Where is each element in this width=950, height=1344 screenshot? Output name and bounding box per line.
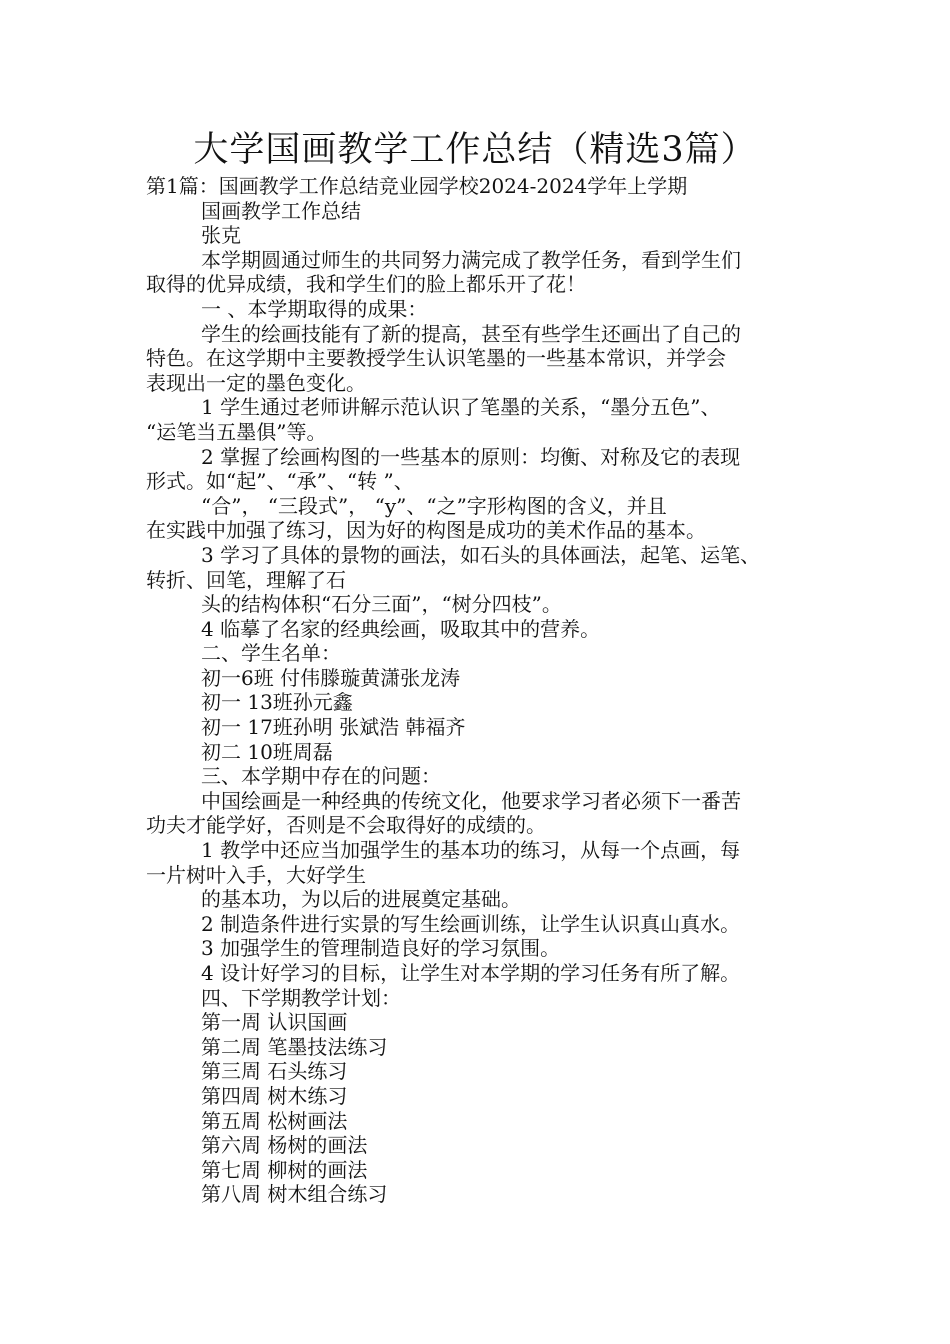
text-line: 第一周 认识国画 — [201, 1010, 348, 1035]
text-line: 头的结构体积“石分三面”，“树分四枝”。 — [201, 592, 562, 617]
text-line: “合”， “三段式”， “y”、“之”字形构图的含义，并且 — [201, 493, 667, 518]
text-line: 功夫才能学好，否则是不会取得好的成绩的。 — [146, 813, 546, 838]
text-line: 国画教学工作总结 — [201, 198, 361, 223]
text-line: 初二 10班周磊 — [201, 739, 333, 764]
text-line: 1 学生通过老师讲解示范认识了笔墨的关系，“墨分五色”、 — [201, 395, 721, 420]
text-line: 本学期圆通过师生的共同努力满完成了教学任务，看到学生们 — [201, 247, 741, 272]
text-line: 3 加强学生的管理制造良好的学习氛围。 — [201, 936, 561, 961]
text-line: 第二周 笔墨技法练习 — [201, 1034, 388, 1059]
text-line: 第1篇：国画教学工作总结竞业园学校2024-2024学年上学期 — [146, 174, 688, 198]
text-line: 形式。如“起”、“承”、“转 ”、 — [146, 469, 414, 494]
text-line: 第四周 树木练习 — [201, 1083, 348, 1108]
text-line: 第八周 树木组合练习 — [201, 1182, 388, 1207]
text-line: 第六周 杨树的画法 — [201, 1133, 368, 1158]
text-line: 3 学习了具体的景物的画法，如石头的具体画法，起笔、运笔、 — [201, 542, 761, 567]
text-line: 初一 13班孙元鑫 — [201, 690, 353, 715]
text-line: 初一6班 付伟滕璇黄潇张龙涛 — [201, 665, 461, 690]
text-line: 第五周 松树画法 — [201, 1108, 348, 1133]
text-line: 张克 — [201, 223, 241, 248]
document-title: 大学国画教学工作总结（精选3篇） — [193, 130, 757, 170]
text-line: 四、下学期教学计划： — [201, 985, 401, 1010]
text-line: 4 设计好学习的目标，让学生对本学期的学习任务有所了解。 — [201, 961, 741, 985]
text-line: “运笔当五墨俱”等。 — [146, 419, 327, 444]
text-line: 二、学生名单： — [201, 641, 341, 666]
document-body — [146, 174, 836, 1207]
text-line: 的基本功，为以后的进展奠定基础。 — [201, 887, 521, 912]
text-line: 4 临摹了名家的经典绘画，吸取其中的营养。 — [201, 616, 601, 641]
text-line: 表现出一定的墨色变化。 — [146, 370, 366, 395]
text-line: 第三周 石头练习 — [201, 1059, 348, 1084]
text-line: 初一 17班孙明 张斌浩 韩福齐 — [201, 715, 466, 740]
text-line: 一片树叶入手，大好学生 — [146, 862, 366, 887]
text-line: 三、本学期中存在的问题： — [201, 764, 441, 789]
text-line: 2 掌握了绘画构图的一些基本的原则：均衡、对称及它的表现 — [201, 444, 741, 469]
text-line: 中国绘画是一种经典的传统文化，他要求学习者必须下一番苦 — [201, 788, 741, 813]
text-line: 取得的优异成绩，我和学生们的脸上都乐开了花！ — [146, 272, 586, 297]
text-line: 一 、本学期取得的成果： — [201, 296, 428, 321]
text-line: 学生的绘画技能有了新的提高，甚至有些学生还画出了自己的 — [201, 321, 741, 346]
text-line: 在实践中加强了练习，因为好的构图是成功的美术作品的基本。 — [146, 518, 706, 543]
text-line: 特色。在这学期中主要教授学生认识笔墨的一些基本常识，并学会 — [146, 346, 726, 371]
text-line: 1 教学中还应当加强学生的基本功的练习，从每一个点画，每 — [201, 838, 741, 863]
text-line: 第七周 柳树的画法 — [201, 1157, 368, 1182]
text-line: 2 制造条件进行实景的写生绘画训练，让学生认识真山真水。 — [201, 911, 741, 936]
text-line: 转折、回笔，理解了石 — [146, 567, 346, 592]
